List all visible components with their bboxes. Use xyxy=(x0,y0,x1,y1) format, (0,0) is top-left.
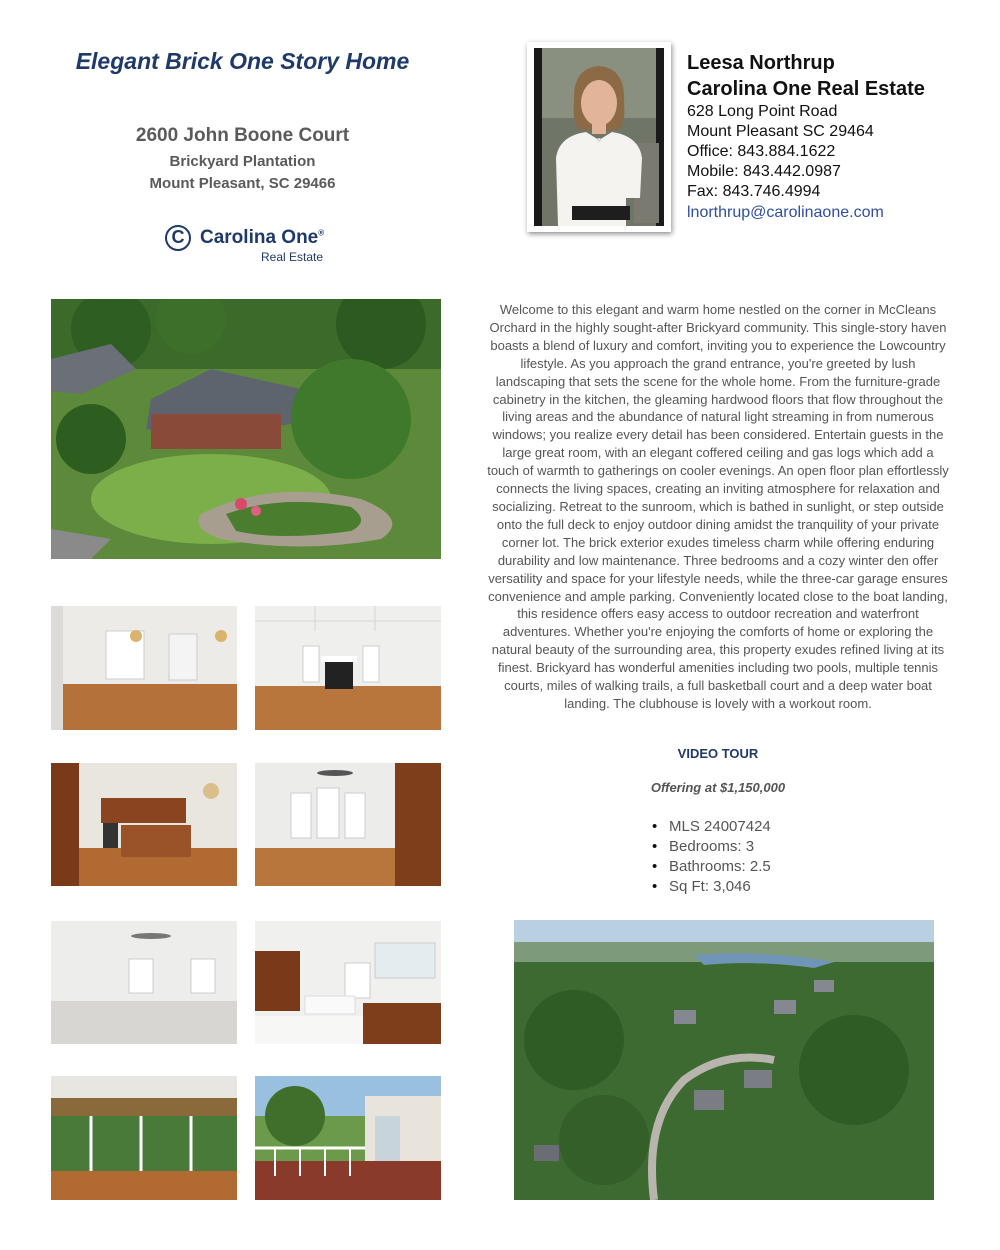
logo-subtitle: Real Estate xyxy=(261,250,324,264)
offering-price: Offering at $1,150,000 xyxy=(650,780,786,795)
agent-company: Carolina One Real Estate xyxy=(687,78,925,100)
kitchen-photo xyxy=(51,763,237,886)
bedrooms-count: • Bedrooms: 3 xyxy=(652,837,771,857)
listing-street: 2600 John Boone Court xyxy=(135,125,350,146)
video-tour-link[interactable]: VIDEO TOUR xyxy=(677,746,759,761)
copyright-c-icon: C xyxy=(165,225,191,251)
agent-address-line2: Mount Pleasant SC 29464 xyxy=(687,123,874,140)
agent-mobile-phone: Mobile: 843.442.0987 xyxy=(687,163,841,180)
agent-name: Leesa Northrup xyxy=(687,52,835,74)
den-photo xyxy=(255,763,441,886)
registered-mark-icon: ® xyxy=(318,228,325,238)
property-facts-list xyxy=(652,817,771,897)
neighborhood-aerial-photo xyxy=(514,920,934,1200)
listing-city: Mount Pleasant, SC 29466 xyxy=(149,175,336,192)
agent-photo xyxy=(527,42,671,232)
great-room-photo xyxy=(255,606,441,730)
sunroom-photo xyxy=(51,1076,237,1200)
property-description: Welcome to this elegant and warm home nestled on the corner in McCleans Orchard in the highly sought-after Brickyard community. This single-story haven boasts a blend of luxury and comfort, inviting you to experience the Lowcountry lifestyle. As you approach the grand entrance, you're greeted by lush landscaping that sets the scene for the whole home. From the furniture-grade cabinetry in the kitchen, the gleaming hardwood floors that flow throughout the living areas and the abundance of natural light streaming in from numerous windows; you realize every detail has been considered. Entertain guests in the large great room, with an elegant coffered ceiling and gas logs which add a touch of warmth to gatherings on cooler evenings. An open floor plan effortlessly connects the living spaces, creating an inviting atmosphere for relaxation and socializing. Retreat to the sunroom, which is bathed in sunlight, or step outside onto the full deck to enjoy outdoor dining amidst the tranquility of your private corner lot. The brick exterior exudes timeless charm while offering enduring durability and low maintenance. Three bedrooms and a cozy winter den offer versatility and space for your lifestyle needs, while the three-car garage ensures convenience and ample parking. Conveniently located close to the boat landing, this residence offers easy access to outdoor recreation and waterfront adventures. Whether you're enjoying the comforts of home or exploring the natural beauty of the surrounding area, this property exudes refined living at its finest. Brickyard has wonderful amenities including two pools, multiple tennis courts, miles of walking trails, a full basketball court and a deep water boat landing. The clubhouse is lovely with a workout room. xyxy=(487,302,949,711)
bathrooms-count: • Bathrooms: 2.5 xyxy=(652,857,771,877)
logo-name: Carolina One xyxy=(200,227,319,248)
living-room-photo xyxy=(51,606,237,730)
square-footage: • Sq Ft: 3,046 xyxy=(652,877,771,897)
deck-photo xyxy=(255,1076,441,1200)
carolina-one-logo xyxy=(165,224,345,266)
agent-email-link[interactable]: lnorthrup@carolinaone.com xyxy=(687,204,884,221)
exterior-aerial-photo xyxy=(51,299,441,559)
listing-title: Elegant Brick One Story Home xyxy=(75,48,410,74)
bedroom-photo xyxy=(51,921,237,1044)
listing-subdivision: Brickyard Plantation xyxy=(169,153,316,170)
agent-address-line1: 628 Long Point Road xyxy=(687,103,838,120)
bathroom-photo xyxy=(255,921,441,1044)
mls-number: • MLS 24007424 xyxy=(652,817,771,837)
agent-fax: Fax: 843.746.4994 xyxy=(687,183,821,200)
agent-office-phone: Office: 843.884.1622 xyxy=(687,143,836,160)
